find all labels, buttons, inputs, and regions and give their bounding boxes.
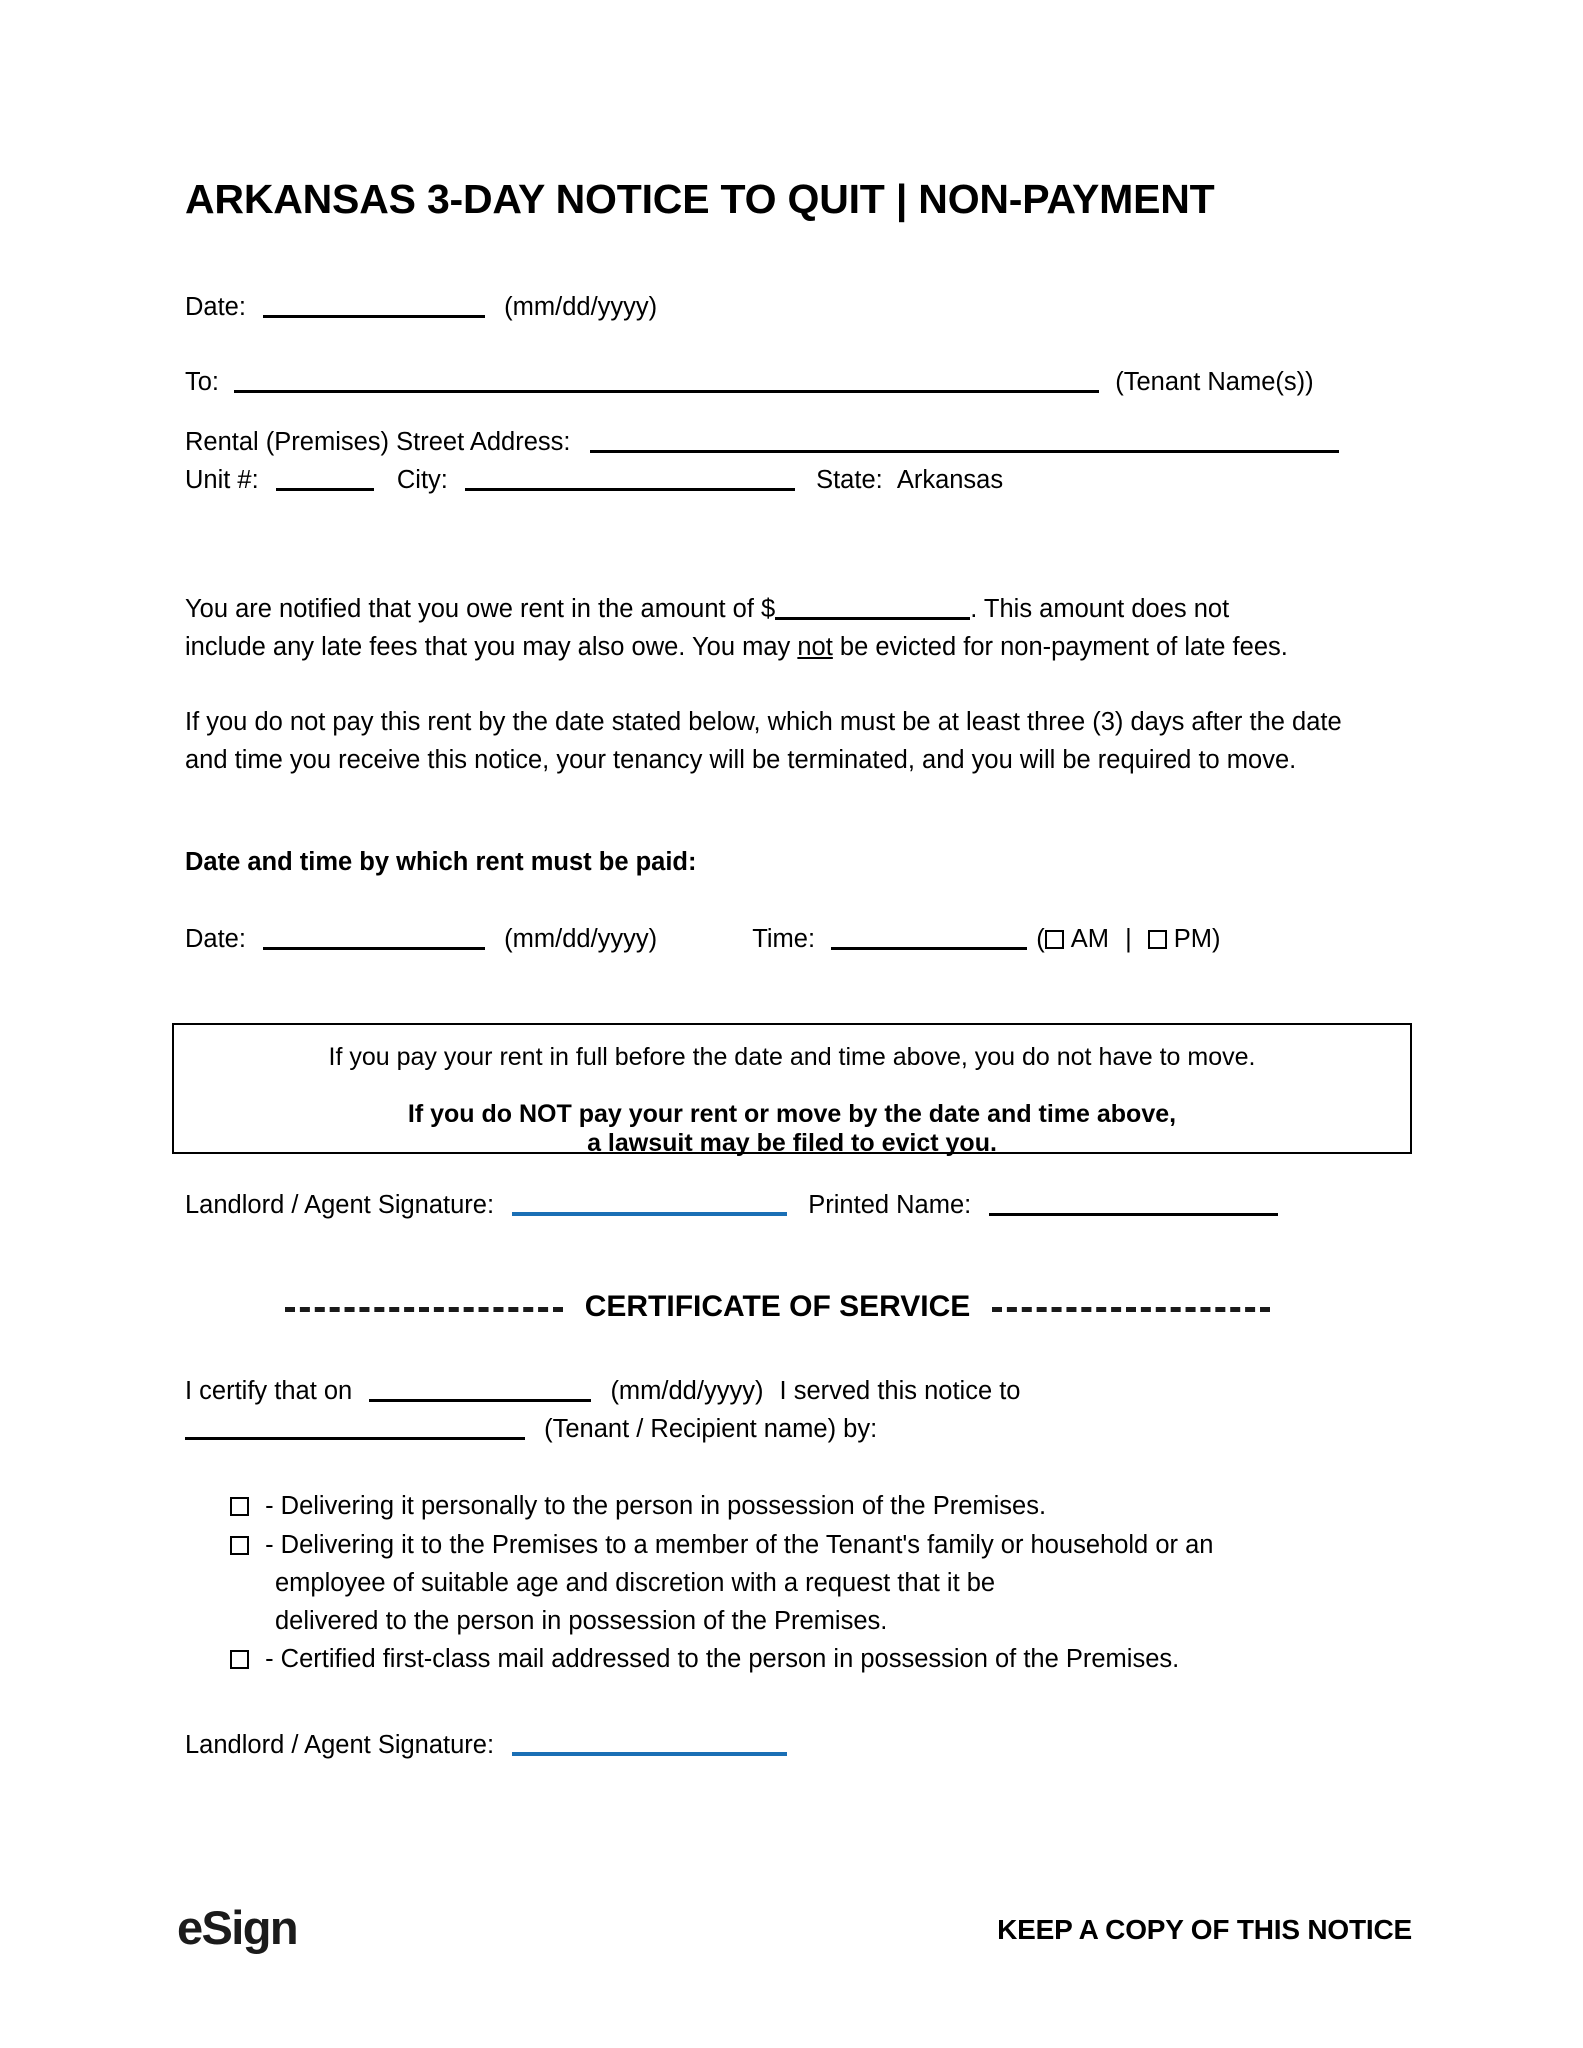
- certificate-of-service-divider: [185, 1290, 1370, 1324]
- printed-name-input-rule[interactable]: [989, 1196, 1278, 1216]
- amount-intro-text: You are notified that you owe rent in the amount of $: [185, 595, 776, 623]
- street-address-field-row: [185, 425, 1339, 459]
- state-label: State:: [816, 466, 883, 494]
- deadline-date-input-rule[interactable]: [263, 930, 485, 950]
- amount-after-text: . This amount does not: [970, 595, 1230, 623]
- to-label: To:: [185, 368, 220, 396]
- unit-label: Unit #:: [185, 466, 259, 494]
- certify-prefix-text: I certify that on: [185, 1377, 353, 1405]
- landlord-signature-label: Landlord / Agent Signature:: [185, 1191, 495, 1219]
- warning-notice-box: [172, 1023, 1412, 1157]
- notice-line-3: a lawsuit may be filed to evict you.: [587, 1129, 997, 1157]
- street-address-label: Rental (Premises) Street Address:: [185, 428, 571, 456]
- certify-recipient-hint: (Tenant / Recipient name) by:: [544, 1415, 878, 1443]
- service-method-item-3[interactable]: [230, 1640, 1370, 1678]
- service-method-3-checkbox[interactable]: [230, 1650, 249, 1669]
- unit-input-rule[interactable]: [276, 471, 374, 491]
- page-title: ARKANSAS 3-DAY NOTICE TO QUIT | NON-PAYMENT: [185, 176, 1215, 222]
- divider-dash-left: [285, 1307, 563, 1312]
- certificate-signature-row: [185, 1728, 787, 1762]
- landlord-signature-row: [185, 1188, 1278, 1222]
- certify-date-input-rule[interactable]: [369, 1382, 591, 1402]
- notice-line-1: If you pay your rent in full before the date and time above, you do not have to move.: [328, 1043, 1256, 1071]
- printed-name-label: Printed Name:: [808, 1191, 972, 1219]
- deadline-heading: Date and time by which rent must be paid:: [185, 848, 697, 876]
- unit-city-state-row: [185, 463, 1003, 497]
- tenant-name-input-rule[interactable]: [234, 373, 1099, 393]
- street-address-input-rule[interactable]: [590, 433, 1339, 453]
- notice-line-2: If you do NOT pay your rent or move by the date and time above,: [407, 1100, 1177, 1128]
- am-label: AM: [1070, 925, 1109, 953]
- certify-recipient-row: [185, 1412, 877, 1446]
- certify-date-format-hint: (mm/dd/yyyy): [610, 1377, 764, 1405]
- service-method-item-1[interactable]: [230, 1487, 1370, 1525]
- amount-input-rule[interactable]: [775, 600, 970, 620]
- certificate-of-service-title: CERTIFICATE OF SERVICE: [584, 1290, 971, 1323]
- service-method-2-checkbox[interactable]: [230, 1536, 249, 1555]
- service-method-2-label: - Delivering it to the Premises to a member of the Tenant's family or household or an: [265, 1531, 1214, 1559]
- am-pm-paren-close: ): [1212, 925, 1221, 953]
- late-fees-text-b: be evicted for non-payment of late fees.: [832, 633, 1288, 661]
- am-checkbox[interactable]: [1045, 930, 1064, 949]
- service-method-2-continuation: employee of suitable age and discretion with a request that it be delivered to the person in possession of the Premises.: [275, 1569, 996, 1635]
- tenant-name-field-row: [185, 365, 1314, 399]
- late-fees-text-a: include any late fees that you may also owe. You may: [185, 633, 798, 661]
- keep-copy-note: KEEP A COPY OF THIS NOTICE: [997, 1914, 1412, 1945]
- city-input-rule[interactable]: [465, 471, 795, 491]
- certify-middle-text: I served this notice to: [779, 1377, 1021, 1405]
- certificate-signature-input-rule[interactable]: [512, 1735, 787, 1756]
- landlord-signature-input-rule[interactable]: [512, 1195, 787, 1216]
- pm-checkbox[interactable]: [1148, 930, 1167, 949]
- pm-label: PM: [1173, 925, 1213, 953]
- amount-owed-paragraph: [185, 590, 1370, 666]
- deadline-date-format-hint: (mm/dd/yyyy): [504, 925, 658, 953]
- deadline-date-label: Date:: [185, 925, 246, 953]
- date-input-rule[interactable]: [263, 298, 485, 318]
- esign-logo: eSign: [177, 1901, 297, 1954]
- am-pm-separator: |: [1125, 925, 1132, 953]
- tenant-name-hint: (Tenant Name(s)): [1115, 368, 1314, 396]
- date-format-hint: (mm/dd/yyyy): [504, 293, 658, 321]
- termination-paragraph: If you do not pay this rent by the date stated below, which must be at least three (3) days after the date and time you receive this notice, your tenancy will be terminated, and you will be required to move.: [185, 708, 1342, 774]
- service-method-3-label: - Certified first-class mail addressed to the person in possession of the Premises.: [265, 1645, 1180, 1673]
- late-fees-emphasis: not: [797, 633, 833, 661]
- deadline-time-input-rule[interactable]: [831, 930, 1027, 950]
- service-method-1-label: - Delivering it personally to the person in possession of the Premises.: [265, 1492, 1047, 1520]
- deadline-time-label: Time:: [752, 925, 816, 953]
- certificate-signature-label: Landlord / Agent Signature:: [185, 1731, 495, 1759]
- certify-recipient-input-rule[interactable]: [185, 1420, 525, 1440]
- service-method-item-2[interactable]: [230, 1526, 1370, 1640]
- city-label: City:: [396, 466, 448, 494]
- divider-dash-right: [992, 1307, 1270, 1312]
- date-field-row: [185, 290, 657, 324]
- date-label: Date:: [185, 293, 246, 321]
- deadline-date-time-row: [185, 922, 1221, 956]
- certify-date-row: [185, 1374, 1021, 1408]
- service-method-1-checkbox[interactable]: [230, 1497, 249, 1516]
- am-pm-paren-open: (: [1036, 925, 1045, 953]
- state-value: Arkansas: [896, 466, 1004, 494]
